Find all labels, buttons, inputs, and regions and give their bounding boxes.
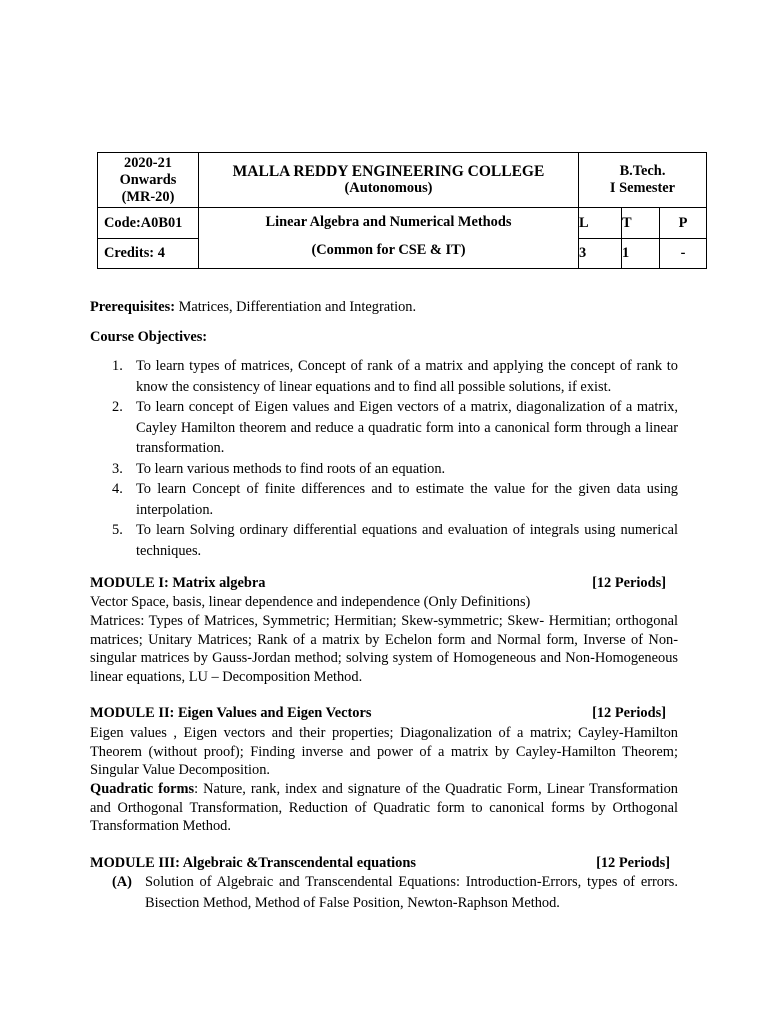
subsection-text: Solution of Algebraic and Transcendental Equations: Introduction-Errors, types of errors. Bisection Method, Method of False Position, Newton-Raphson Method. — [145, 874, 678, 911]
item-number: 2. — [112, 399, 123, 415]
item-number: 3. — [112, 460, 123, 477]
item-text: To learn types of matrices, Concept of rank of a matrix and applying the concept of rank to know the consistency of linear equations and to find all possible solutions, if exist. — [136, 358, 678, 395]
program-name: B.Tech. — [619, 163, 666, 179]
module-title: MODULE III: Algebraic &Transcendental equations — [90, 855, 416, 871]
ltp-header-t: T — [622, 208, 660, 239]
module-periods: [12 Periods] — [592, 575, 666, 591]
module-1-paragraph: Matrices: Types of Matrices, Symmetric; Hermitian; Skew-symmetric; Skew- Hermitian; orthogonal matrices; Unitary Matrices; Rank of a matrix by Echelon form and Normal form, Inverse of Non-singular matrices by Gauss-Jordan method; solving system of Homogeneous and Non-Homogeneous linear equations, LU – Decomposition Method. — [90, 613, 678, 685]
quadratic-forms-text: : Nature, rank, index and signature of the Quadratic Form, Linear Transformation and Orthogonal Transformation, Reduction of Quadratic form to canonical forms by Orthogonal Transformation Method. — [90, 781, 678, 834]
list-item — [90, 520, 678, 561]
module-3-heading — [90, 854, 670, 872]
quadratic-forms-paragraph — [90, 780, 678, 836]
college-name: MALLA REDDY ENGINEERING COLLEGE — [232, 163, 545, 180]
quadratic-forms-label: Quadratic forms — [90, 781, 195, 797]
module-1-heading — [90, 574, 666, 592]
program-cell — [579, 153, 707, 208]
module-2-paragraph: Eigen values , Eigen vectors and their properties; Diagonalization of a matrix; Cayley-Hamilton Theorem (without proof); Finding inverse and power of a matrix by Cayley-Hamilton Theorem; Singular Value Decomposition. — [90, 725, 678, 778]
regulation-code: (MR-20) — [121, 188, 175, 205]
module-1-paragraph: Vector Space, basis, linear dependence and independence (Only Definitions) — [90, 594, 531, 610]
list-item — [90, 356, 678, 397]
item-text: To learn Solving ordinary differential equations and evaluation of integrals using numerical techniques. — [136, 522, 678, 559]
regulation-year: 2020-21 — [124, 154, 172, 171]
ltp-header-l: L — [579, 208, 622, 239]
item-text: To learn concept of Eigen values and Eigen vectors of a matrix, diagonalization of a matrix, Cayley Hamilton theorem and reduce a quadratic form into a canonical form through a linear transformation. — [136, 399, 678, 456]
list-item — [90, 397, 678, 459]
common-for: (Common for CSE & IT) — [311, 242, 466, 258]
ltp-value-l: 3 — [579, 239, 622, 269]
semester-name: I Semester — [609, 180, 676, 196]
item-number: 1. — [112, 358, 123, 374]
prerequisites-text: Matrices, Differentiation and Integration. — [178, 299, 417, 315]
subsection-label: (A) — [112, 874, 132, 890]
module-2-heading — [90, 704, 666, 722]
module-title: MODULE II: Eigen Values and Eigen Vectors — [90, 705, 372, 721]
course-header-table — [97, 152, 707, 269]
ltp-value-t: 1 — [622, 239, 660, 269]
objectives-heading: Course Objectives: — [90, 329, 208, 345]
regulation-cell — [98, 153, 199, 208]
item-text: To learn Concept of finite differences and to estimate the value for the given data using interpolation. — [136, 481, 678, 518]
item-number: 5. — [112, 522, 123, 538]
list-item — [90, 459, 678, 480]
ltp-header-p: P — [660, 208, 707, 239]
course-credits: Credits: 4 — [98, 239, 199, 269]
prerequisites-line — [90, 298, 678, 317]
module-periods: [12 Periods] — [596, 855, 670, 871]
objectives-list — [90, 356, 678, 561]
college-cell — [199, 153, 579, 208]
item-text: To learn various methods to find roots of an equation. — [136, 460, 446, 477]
module-3-subsection — [112, 872, 678, 913]
course-title-cell — [199, 208, 579, 269]
module-title: MODULE I: Matrix algebra — [90, 575, 266, 591]
module-periods: [12 Periods] — [592, 705, 666, 721]
item-number: 4. — [112, 481, 123, 497]
regulation-onwards: Onwards — [119, 171, 177, 188]
list-item — [90, 479, 678, 520]
autonomous-label: (Autonomous) — [344, 180, 433, 196]
course-title: Linear Algebra and Numerical Methods — [265, 214, 512, 230]
course-code: Code:A0B01 — [98, 208, 199, 239]
ltp-value-p: - — [660, 239, 707, 269]
prerequisites-label: Prerequisites: — [90, 299, 175, 315]
